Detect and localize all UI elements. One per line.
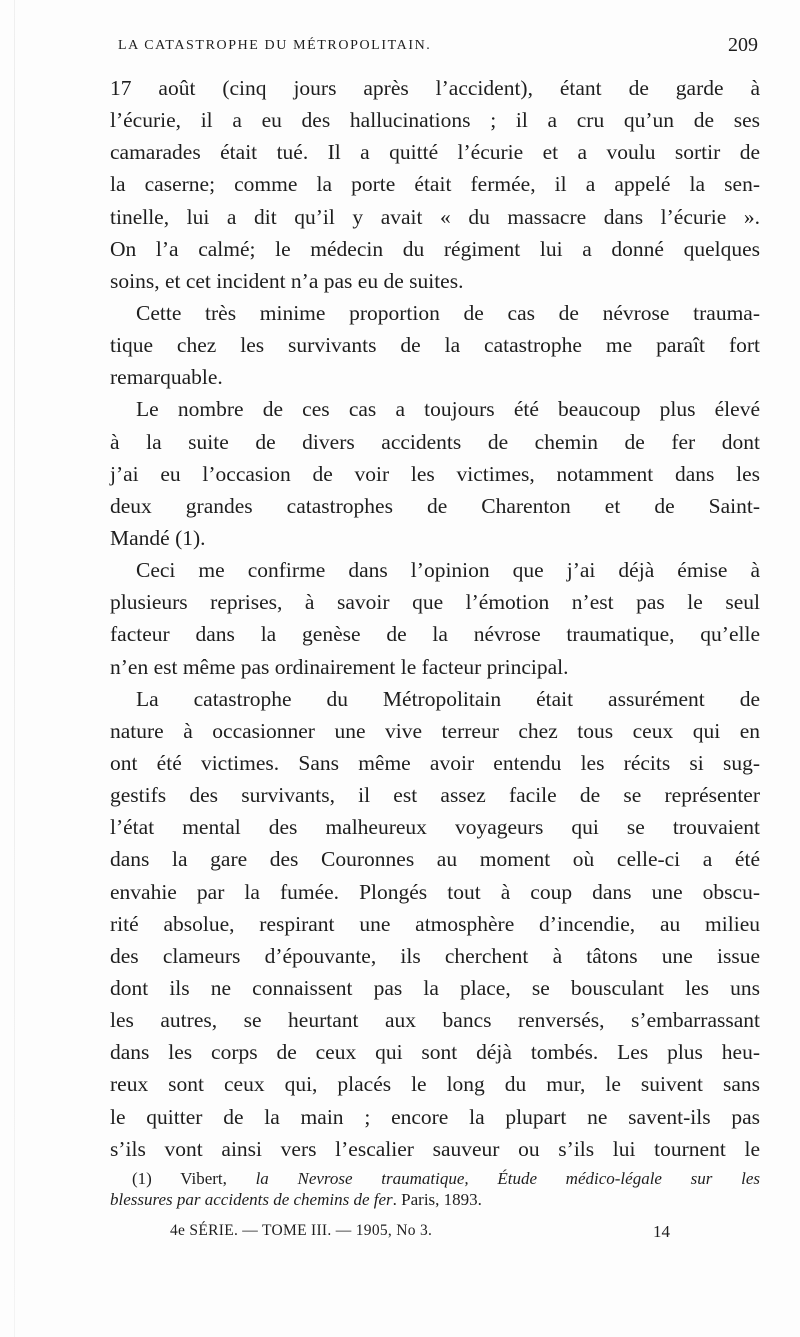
body-text [110, 72, 760, 1165]
text-line: ont été victimes. Sans même avoir entendu les récits si sug- [110, 750, 760, 775]
text-line: plusieurs reprises, à savoir que l’émotion n’est pas le seul [110, 590, 760, 615]
text-line: tique chez les survivants de la catastrophe me paraît fort [110, 333, 760, 358]
text-line: deux grandes catastrophes de Charenton et de Saint- [110, 493, 760, 518]
text-line: la caserne; comme la porte était fermée, il a appelé la sen- [110, 172, 760, 197]
page-number: 209 [728, 34, 758, 56]
signature-mark: 14 [653, 1222, 670, 1241]
footnote-title: la Nevrose traumatique, Étude médico-légale sur les [255, 1169, 760, 1188]
footnote [110, 1168, 760, 1210]
text-line: gestifs des survivants, il est assez facile de se représenter [110, 783, 760, 808]
text-line: Mandé (1). [110, 525, 206, 550]
footnote-marker: (1) Vibert, [132, 1169, 256, 1188]
footnote-line [110, 1168, 760, 1189]
text-line: j’ai eu l’occasion de voir les victimes, notamment dans les [110, 461, 760, 486]
text-line: dans les corps de ceux qui sont déjà tombés. Les plus heu- [110, 1040, 760, 1065]
text-line: soins, et cet incident n’a pas eu de suites. [110, 268, 464, 293]
text-line: Cette très minime proportion de cas de névrose trauma- [136, 300, 760, 325]
text-line: nature à occasionner une vive terreur chez tous ceux qui en [110, 718, 760, 743]
text-line: rité absolue, respirant une atmosphère d’incendie, au milieu [110, 911, 760, 936]
footnote-tail: . Paris, 1893. [392, 1190, 482, 1209]
text-line: On l’a calmé; le médecin du régiment lui a donné quelques [110, 236, 760, 261]
text-line: reux sont ceux qui, placés le long du mur, le suivent sans [110, 1072, 760, 1097]
text-line: le quitter de la main ; encore la plupart ne savent-ils pas [110, 1104, 760, 1129]
text-line: facteur dans la genèse de la névrose traumatique, qu’elle [110, 622, 760, 647]
text-line: dans la gare des Couronnes au moment où celle-ci a été [110, 847, 760, 872]
text-line: 17 août (cinq jours après l’accident), étant de garde à [110, 76, 760, 100]
text-line: s’ils vont ainsi vers l’escalier sauveur ou s’ils lui tournent le [110, 1136, 760, 1161]
running-title: LA CATASTROPHE DU MÉTROPOLITAIN. [118, 38, 432, 53]
footnote-subtitle: blessures par accidents de chemins de fer [110, 1190, 393, 1209]
text-line: tinelle, lui a dit qu’il y avait « du massacre dans l’écurie ». [110, 204, 760, 229]
text-line: l’état mental des malheureux voyageurs qui se trouvaient [110, 815, 760, 840]
signature-line [170, 1222, 670, 1242]
series-info: 4e SÉRIE. — TOME III. — 1905, No 3. [170, 1222, 433, 1239]
text-line: remarquable. [110, 365, 223, 390]
text-line: camarades était tué. Il a quitté l’écurie et a voulu sortir de [110, 140, 760, 165]
text-line: les autres, se heurtant aux bancs renversés, s’embarrassant [110, 1008, 760, 1033]
text-line: des clameurs d’épouvante, ils cherchent à tâtons une issue [110, 943, 760, 968]
page-edge [14, 0, 15, 1337]
text-line: Le nombre de ces cas a toujours été beaucoup plus élevé [136, 397, 760, 422]
text-line: à la suite de divers accidents de chemin de fer dont [110, 429, 760, 454]
footnote-line [110, 1189, 760, 1210]
text-line: envahie par la fumée. Plongés tout à coup dans une obscu- [110, 879, 760, 904]
text-line: n’en est même pas ordinairement le facteur principal. [110, 654, 569, 679]
text-line: dont ils ne connaissent pas la place, se bousculant les uns [110, 975, 760, 1000]
text-line: La catastrophe du Métropolitain était assurément de [136, 686, 760, 711]
text-line: Ceci me confirme dans l’opinion que j’ai déjà émise à [136, 558, 760, 583]
text-line: l’écurie, il a eu des hallucinations ; il a cru qu’un de ses [110, 108, 760, 133]
